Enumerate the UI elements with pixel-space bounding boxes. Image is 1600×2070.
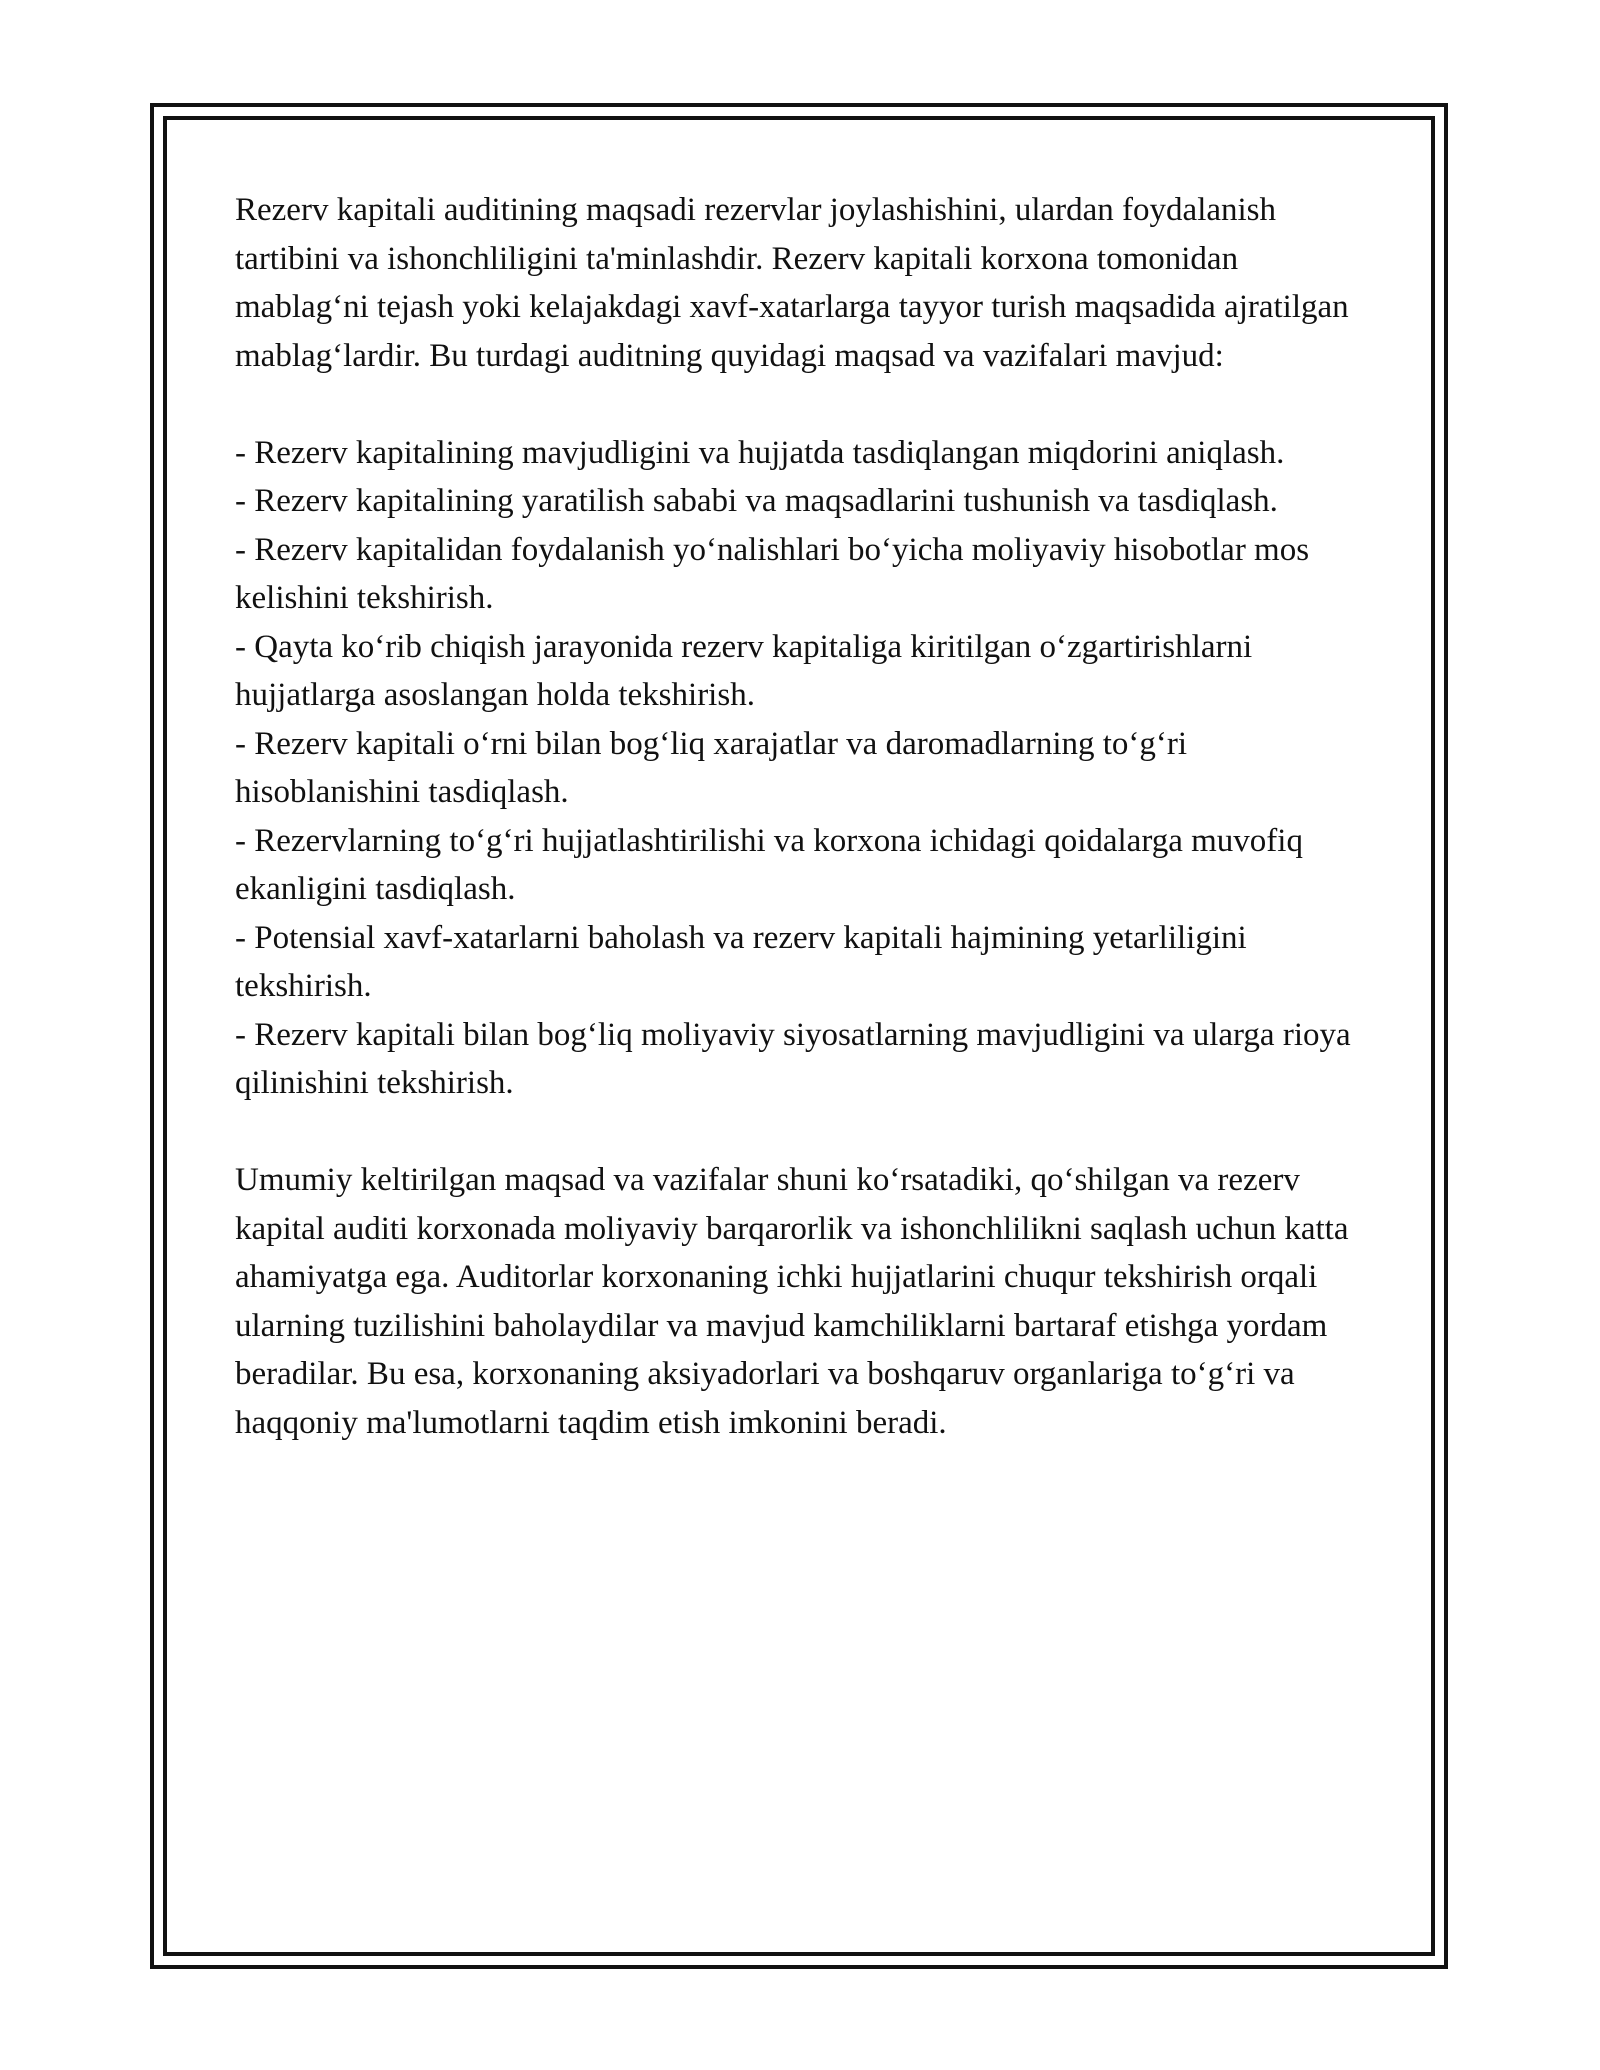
- objectives-list: [235, 429, 1375, 1108]
- list-item: - Potensial xavf-xatarlarni baholash va rezerv kapitali hajmining yetarliligini tekshirish.: [235, 919, 1247, 1004]
- list-item: - Rezerv kapitalidan foydalanish yo‘nalishlari bo‘yicha moliyaviy hisobotlar mos kelishini tekshirish.: [235, 531, 1310, 616]
- list-item: - Rezerv kapitalining yaratilish sababi va maqsadlarini tushunish va tasdiqlash.: [235, 483, 1278, 519]
- paragraph-gap: [235, 380, 1375, 429]
- document-body: [235, 186, 1375, 1447]
- list-item: - Rezervlarning to‘g‘ri hujjatlashtirilishi va korxona ichidagi qoidalarga muvofiq ekanligini tasdiqlash.: [235, 822, 1303, 907]
- list-item: - Qayta ko‘rib chiqish jarayonida rezerv kapitaliga kiritilgan o‘zgartirishlarni hujjatlarga asoslangan holda tekshirish.: [235, 628, 1253, 713]
- list-item: - Rezerv kapitali bilan bog‘liq moliyaviy siyosatlarning mavjudligini va ularga rioya qilinishini tekshirish.: [235, 1016, 1351, 1101]
- paragraph-gap: [235, 1108, 1375, 1157]
- conclusion-paragraph: Umumiy keltirilgan maqsad va vazifalar shuni ko‘rsatadiki, qo‘shilgan va rezerv kapital auditi korxonada moliyaviy barqarorlik va ishonchlilikni saqlash uchun katta ahamiyatga ega. Auditorlar korxonaning ichki hujjatlarini chuqur tekshirish orqali ularning tuzilishini baholaydilar va mavjud kamchiliklarni bartaraf etishga yordam beradilar. Bu esa, korxonaning aksiyadorlari va boshqaruv organlariga to‘g‘ri va haqqoniy ma'lumotlarni taqdim etish imkonini beradi.: [235, 1162, 1349, 1441]
- list-item: - Rezerv kapitali o‘rni bilan bog‘liq xarajatlar va daromadlarning to‘g‘ri hisoblanishini tasdiqlash.: [235, 725, 1188, 810]
- list-item: - Rezerv kapitalining mavjudligini va hujjatda tasdiqlangan miqdorini aniqlash.: [235, 434, 1285, 471]
- intro-paragraph: Rezerv kapitali auditining maqsadi rezervlar joylashishini, ulardan foydalanish tartibini va ishonchliligini ta'minlashdir. Rezerv kapitali korxona tomonidan mablag‘ni tejash yoki kelajakdagi xavf-xatarlarga tayyor turish maqsadida ajratilgan mablag‘lardir. Bu turdagi auditning quyidagi maqsad va vazifalari mavjud:: [235, 192, 1349, 374]
